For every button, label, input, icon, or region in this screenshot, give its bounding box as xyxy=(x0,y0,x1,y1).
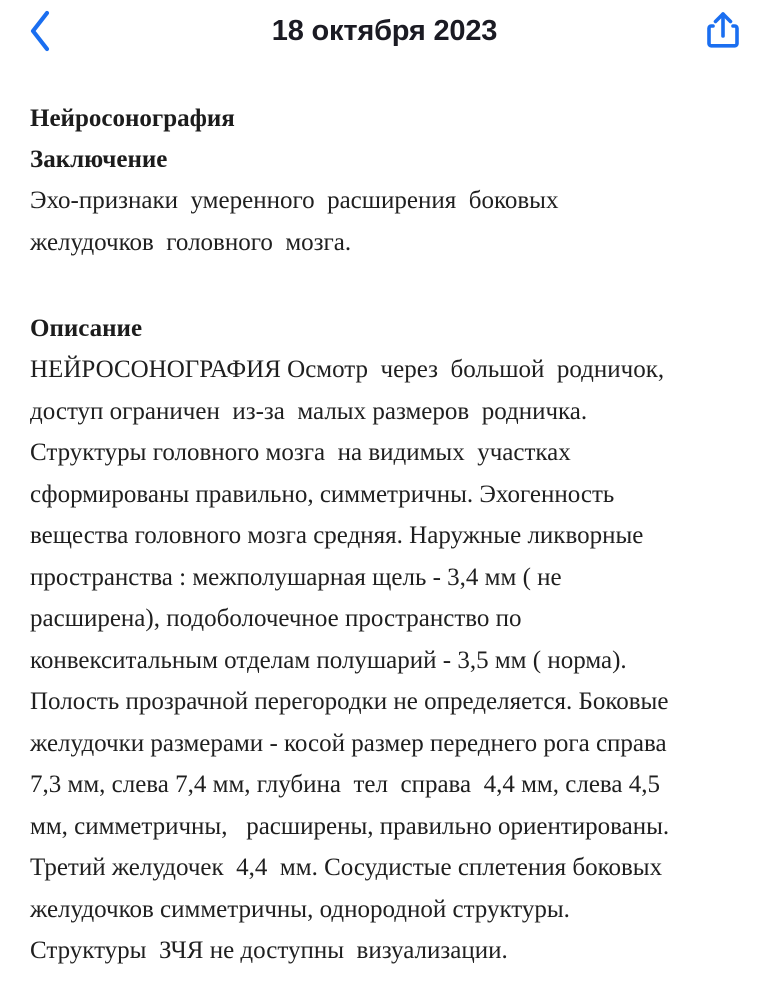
description-line: вещества головного мозга средняя. Наружные ликворные xyxy=(30,522,644,549)
navigation-bar xyxy=(0,0,769,66)
conclusion-heading: Заключение xyxy=(30,146,168,173)
description-line: Третий желудочек 4,4 мм. Сосудистые сплетения боковых xyxy=(30,854,663,881)
description-line: 7,3 мм, слева 7,4 мм, глубина тел справа 4,4 мм, слева 4,5 xyxy=(30,771,660,798)
description-line: Структуры ЗЧЯ не доступны визуализации. xyxy=(30,937,508,964)
conclusion-line: Эхо-признаки умеренного расширения боковых xyxy=(30,187,559,214)
section-description xyxy=(30,308,730,972)
section-spacer xyxy=(30,263,730,308)
description-line: мм, симметричны, расширены, правильно ориентированы. xyxy=(30,812,670,840)
description-line: НЕЙРОСОНОГРАФИЯ Осмотр через большой родничок, xyxy=(30,356,665,383)
page-title: 18 октября 2023 xyxy=(271,15,498,47)
conclusion-line: желудочков головного мозга. xyxy=(30,228,352,256)
description-line: Структуры головного мозга на видимых участках xyxy=(30,439,571,466)
study-title-heading: Нейросонография xyxy=(30,105,235,132)
section-conclusion xyxy=(30,98,730,263)
description-line: конвекситальным отделам полушарий - 3,5 мм ( норма). xyxy=(30,646,627,674)
description-line: Полость прозрачной перегородки не определяется. Боковые xyxy=(30,688,669,715)
report-body xyxy=(30,98,730,972)
description-line: желудочков симметричны, однородной структуры. xyxy=(30,895,570,923)
share-upload-icon xyxy=(705,10,741,55)
description-line: доступ ограничен из-за малых размеров родничка. xyxy=(30,397,588,425)
share-button[interactable] xyxy=(699,7,747,57)
description-heading: Описание xyxy=(30,315,143,342)
description-line: пространства : межполушарная щель - 3,4 мм ( не xyxy=(30,563,562,591)
description-line: желудочки размерами - косой размер переднего рога справа xyxy=(30,729,667,757)
description-line: сформированы правильно, симметричны. Эхогенность xyxy=(30,480,615,508)
description-line: расширена), подоболочечное пространство по xyxy=(30,605,522,632)
